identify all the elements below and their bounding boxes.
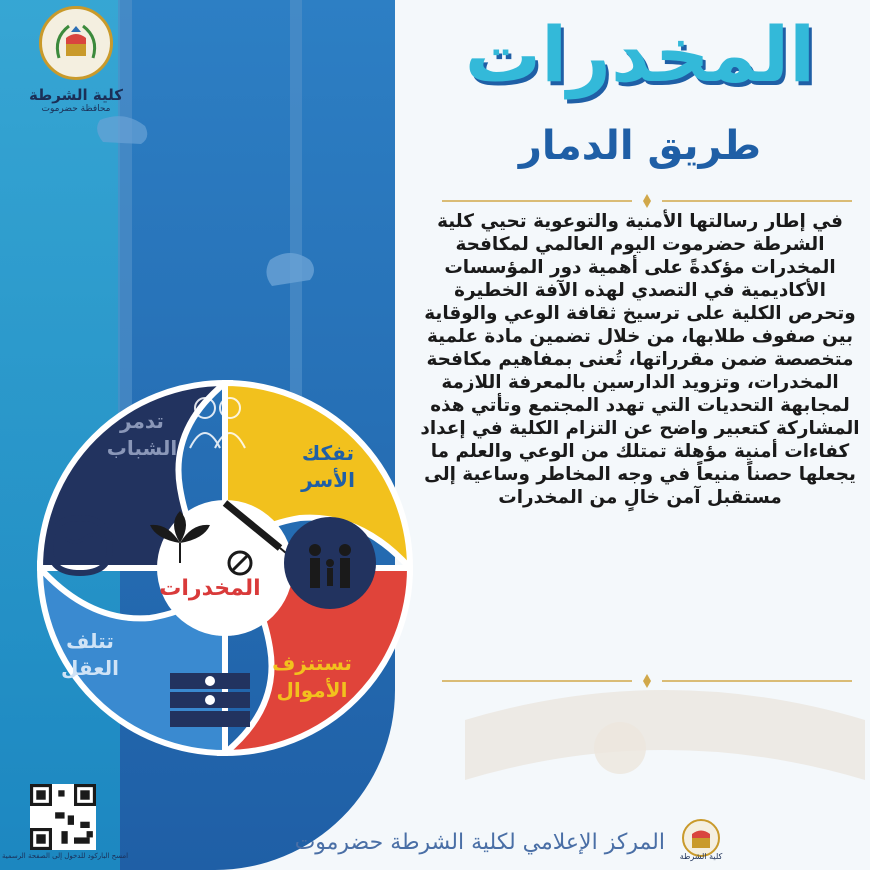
divider-bottom [442,674,852,688]
petal-label-youth-line2: الشباب [106,436,178,460]
page-subtitle: طريق الدمار [518,123,762,169]
petal-label-brain [50,628,130,682]
logo-name: كلية الشرطة [29,86,123,104]
petal-label-brain-line1: تتلف [66,629,114,653]
logo-subtitle: محافظة حضرموت [41,104,111,114]
family-icon [284,517,376,609]
petal-label-families-line1: تفكك [301,441,355,465]
page-title: المخدرات [464,10,816,99]
body-paragraph: في إطار رسالتها الأمنية والتوعوية تحيي كلية الشرطة حضرموت اليوم العالمي لمكافحة المخدرات مؤكدةً على أهمية دور المؤسسات الأكاديمية في التصدي لهذه الآفة الخطيرة وتحرص الكلية على ترسيخ ثقافة الوعي والوقاية بين صفوف طلابها، من خلال تضمين مادة علمية متخصصة ضمن مقرراتها، تُعنى بمفاهيم مكافحة المخدرات، وتزويد الدارسين بالمعرفة اللازمة لمجابهة التحديات التي تهدد المجتمع وتأتي هذه المشاركة كتعبير واضح عن التزام الكلية في إعداد كفاءات أمنية مؤهلة تمتلك من الوعي والعلم ما يجعلها حصناً منيعاً في وجه المخاطر وساعية إلى مستقبل آمن خالٍ من المخدرات [420,211,860,508]
petal-label-money [262,650,362,704]
petal-label-youth-line1: تدمر [120,409,164,433]
money-stack-icon [170,673,250,727]
footer-text: المركز الإعلامي لكلية الشرطة حضرموت [294,830,665,855]
petal-label-money-line2: الأموال [276,678,348,702]
college-logo [26,6,126,116]
footer-logo-text: كلية الشرطة [679,852,723,861]
petal-label-money-line1: تستنزف [272,651,352,675]
divider-top [442,194,852,208]
petal-label-youth [92,408,192,462]
petal-label-families [288,440,368,494]
infographic-wheel [30,368,420,768]
petal-label-families-line2: الأسر [301,468,355,492]
emblem-icon [51,18,101,68]
petal-label-brain-line2: العقل [61,656,119,680]
qr-caption: امسح الباركود للدخول إلى الصفحة الرسمية [2,852,129,860]
college-emblem [39,6,113,80]
qr-code[interactable] [30,784,96,850]
center-label: المخدرات [159,576,261,601]
